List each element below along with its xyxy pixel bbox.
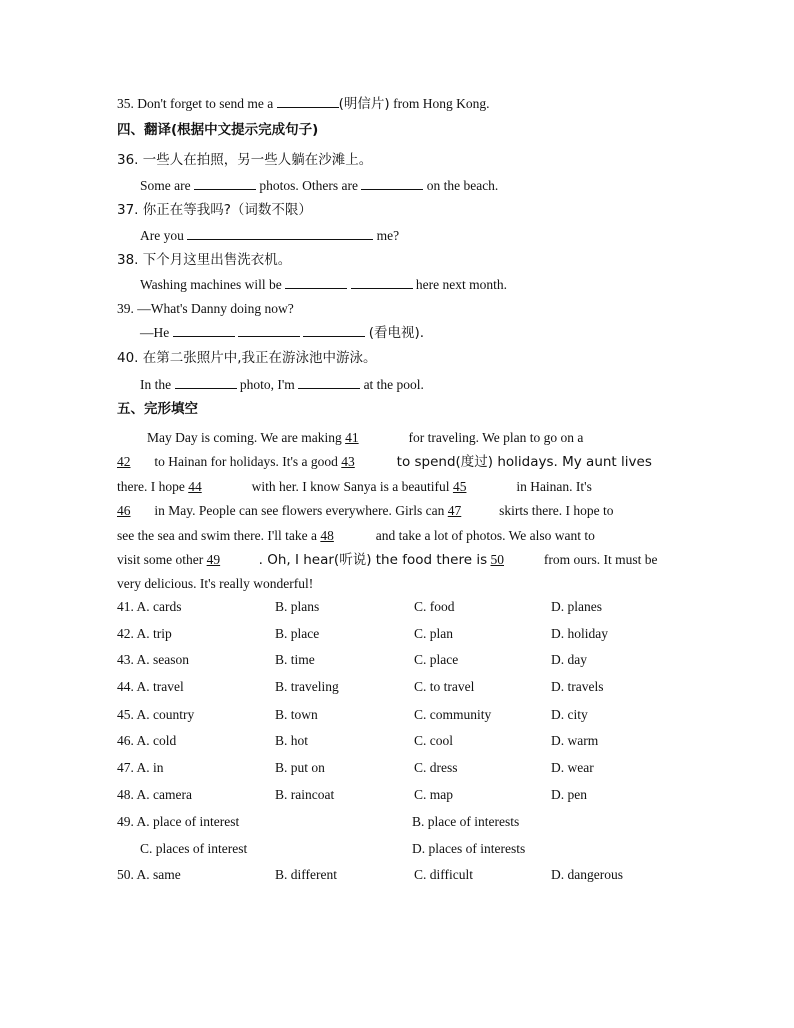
option-c: C. food	[414, 599, 455, 614]
options-50	[117, 866, 677, 884]
cloze-blank-46: 46	[117, 503, 131, 519]
option-a: 45. A. country	[117, 707, 195, 722]
q35-prefix: 35. Don't forget to send me a	[117, 96, 274, 111]
cloze-blank-48: 48	[320, 527, 334, 543]
option-a: 41. A. cards	[117, 599, 182, 614]
q39-blank-1	[173, 324, 235, 337]
cloze-text: for traveling. We plan to go on a	[408, 430, 584, 445]
cloze-blank-41: 41	[345, 430, 359, 445]
q38-text-a: Washing machines will be	[140, 277, 282, 292]
options-48	[117, 786, 677, 804]
q35-hint: (明信片)	[338, 96, 390, 112]
option-d: D. wear	[551, 760, 594, 775]
question-40-english	[140, 376, 424, 394]
cloze-text: from ours. It must be	[543, 552, 658, 568]
cloze-line-5	[117, 524, 677, 548]
cloze-text: with her. I know Sanya is a beautiful	[251, 478, 450, 494]
question-39-answer	[140, 324, 424, 342]
q38-text-b: here next month.	[415, 277, 507, 292]
cloze-text: . Oh, I hear(听说) the food there is	[258, 552, 488, 569]
option-b: B. town	[275, 707, 318, 722]
q38-blank-2	[351, 276, 413, 289]
cloze-line-3	[117, 475, 677, 499]
q36-blank-2	[361, 177, 423, 190]
option-a: 43. A. season	[117, 652, 189, 667]
q37-blank	[187, 227, 373, 240]
q35-suffix: from Hong Kong.	[389, 96, 490, 111]
cloze-text: in May. People can see flowers everywhere. Girls can	[154, 503, 445, 519]
q37-text-b: me?	[376, 228, 400, 243]
option-a: 46. A. cold	[117, 733, 177, 748]
option-b: B. traveling	[275, 679, 339, 694]
option-b: B. hot	[275, 733, 309, 748]
q35-blank	[277, 95, 339, 108]
cloze-text: in Hainan. It's	[516, 478, 592, 494]
question-35	[117, 95, 489, 113]
section-5-heading: 五、完形填空	[117, 401, 198, 417]
q40-blank-2	[298, 376, 360, 389]
question-36-chinese: 36. 一些人在拍照，另一些人躺在沙滩上。	[117, 152, 373, 168]
option-c: C. difficult	[414, 867, 473, 882]
option-b: B. place of interests	[412, 814, 520, 829]
question-38-chinese: 38. 下个月这里出售洗衣机。	[117, 252, 292, 268]
option-c: C. community	[414, 707, 492, 722]
option-d: D. pen	[551, 787, 587, 802]
cloze-passage	[117, 426, 677, 597]
cloze-text: there. I hope	[117, 478, 185, 494]
question-39: 39. —What's Danny doing now?	[117, 301, 294, 316]
option-a: 48. A. camera	[117, 787, 192, 802]
option-d: D. city	[551, 707, 588, 722]
question-37-english	[140, 227, 399, 245]
cloze-line-6	[117, 548, 677, 572]
q40-text-b: photo, I'm	[239, 377, 295, 392]
cloze-line-4	[117, 499, 677, 523]
option-d: D. travels	[551, 679, 604, 694]
option-d: D. holiday	[551, 626, 608, 641]
option-c: C. plan	[414, 626, 453, 641]
options-47	[117, 759, 677, 777]
cloze-blank-43: 43	[341, 454, 355, 470]
options-44	[117, 678, 677, 696]
q40-blank-1	[175, 376, 237, 389]
q39-hint: (看电视).	[368, 325, 425, 341]
cloze-blank-49: 49	[206, 552, 221, 568]
option-a: 42. A. trip	[117, 626, 172, 641]
option-a: 44. A. travel	[117, 679, 184, 694]
option-c: C. places of interest	[140, 841, 248, 856]
option-c: C. to travel	[414, 679, 475, 694]
q39-blank-3	[303, 324, 365, 337]
cloze-line-1	[117, 426, 677, 450]
question-36-english	[140, 177, 498, 195]
option-d: D. dangerous	[551, 867, 623, 882]
option-c: C. place	[414, 652, 459, 667]
cloze-text: see the sea and swim there. I'll take a	[117, 527, 317, 543]
cloze-blank-50: 50	[490, 552, 504, 568]
cloze-text: to Hainan for holidays. It's a good	[154, 454, 338, 470]
q36-text-b: photos. Others are	[259, 178, 358, 193]
options-43	[117, 651, 677, 669]
cloze-text: visit some other	[117, 552, 204, 568]
q36-text-a: Some are	[140, 178, 191, 193]
q39-blank-2	[238, 324, 300, 337]
cloze-text: May Day is coming. We are making	[147, 430, 342, 445]
options-42	[117, 625, 677, 643]
options-49-row-2	[117, 840, 677, 858]
options-45	[117, 706, 677, 724]
option-d: D. day	[551, 652, 587, 667]
question-38-english	[140, 276, 507, 294]
q36-text-c: on the beach.	[426, 178, 499, 193]
cloze-blank-45: 45	[452, 478, 467, 494]
options-46	[117, 732, 677, 750]
q39-text-a: —He	[140, 325, 170, 340]
option-d: D. places of interests	[412, 841, 526, 856]
cloze-line-2	[117, 450, 677, 474]
q36-blank-1	[194, 177, 256, 190]
q38-blank-1	[285, 276, 347, 289]
option-c: C. dress	[414, 760, 458, 775]
option-b: B. place	[275, 626, 320, 641]
cloze-text: and take a lot of photos. We also want to	[375, 527, 595, 543]
cloze-blank-47: 47	[447, 503, 462, 519]
option-a: 47. A. in	[117, 760, 164, 775]
option-c: C. map	[414, 787, 453, 802]
cloze-text: skirts there. I hope to	[499, 503, 614, 519]
option-a: 50. A. same	[117, 867, 181, 882]
question-40-chinese: 40. 在第二张照片中,我正在游泳池中游泳。	[117, 350, 377, 366]
cloze-blank-44: 44	[188, 478, 202, 494]
cloze-text: to spend(度过) holidays. My aunt lives	[396, 454, 652, 471]
option-b: B. put on	[275, 760, 325, 775]
options-41	[117, 598, 677, 616]
option-d: D. planes	[551, 599, 602, 614]
question-37-chinese: 37. 你正在等我吗?（词数不限）	[117, 202, 312, 218]
options-49-row-1	[117, 813, 677, 831]
option-b: B. raincoat	[275, 787, 335, 802]
q40-text-c: at the pool.	[363, 377, 424, 392]
cloze-line-7: very delicious. It's really wonderful!	[117, 576, 314, 592]
option-b: B. plans	[275, 599, 320, 614]
option-a: 49. A. place of interest	[117, 814, 240, 829]
cloze-blank-42: 42	[117, 454, 131, 470]
section-4-heading: 四、翻译(根据中文提示完成句子)	[117, 122, 319, 138]
q37-text-a: Are you	[140, 228, 184, 243]
option-b: B. time	[275, 652, 315, 667]
q40-text-a: In the	[140, 377, 172, 392]
option-b: B. different	[275, 867, 337, 882]
option-c: C. cool	[414, 733, 453, 748]
option-d: D. warm	[551, 733, 599, 748]
